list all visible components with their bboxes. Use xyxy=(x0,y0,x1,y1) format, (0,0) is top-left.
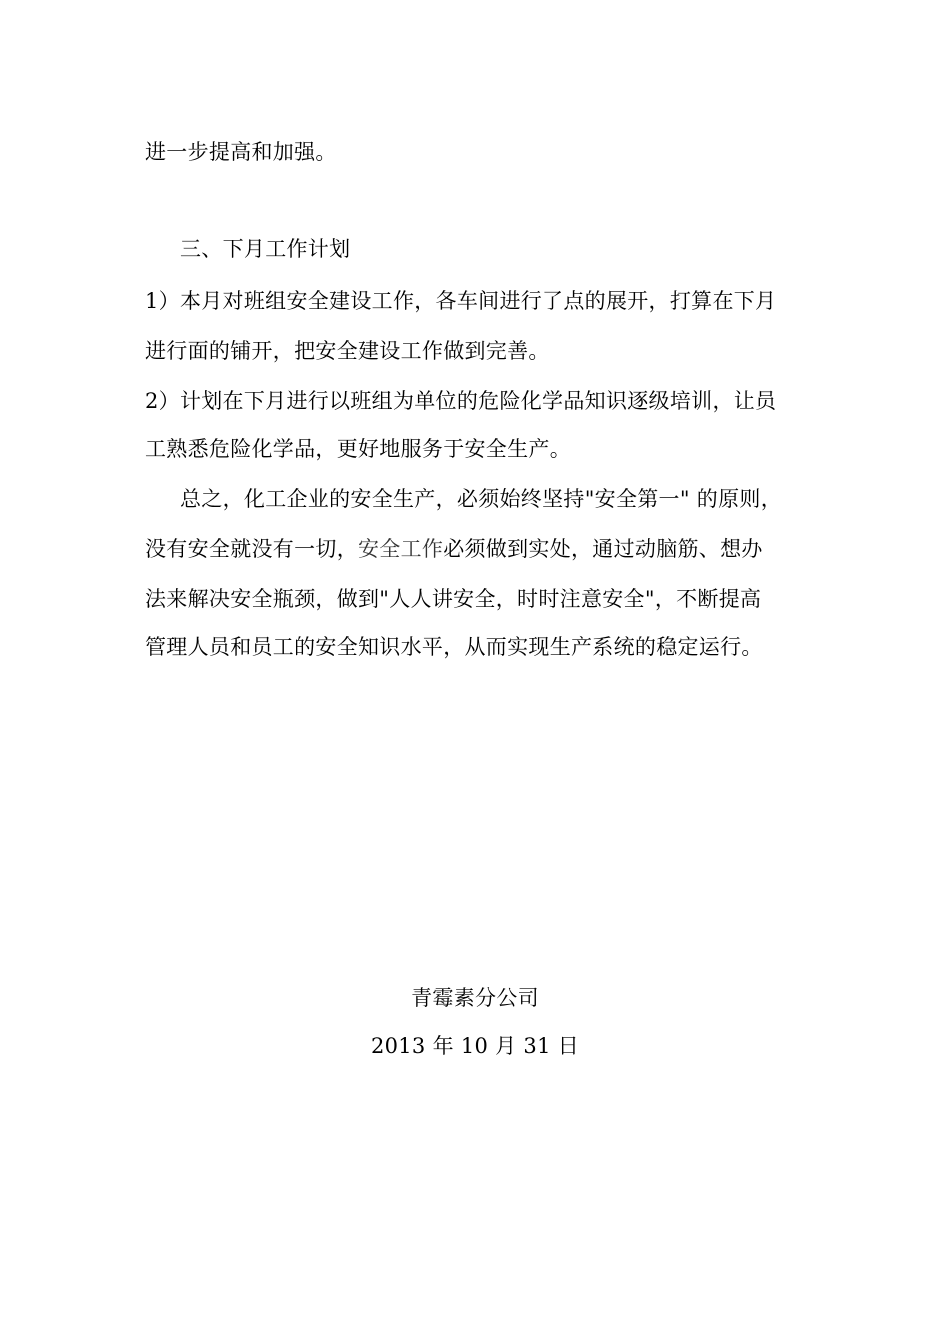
summary-line-4: 管理人员和员工的安全知识水平，从而实现生产系统的稳定运行。 xyxy=(145,635,763,659)
summary-line-1: 总之，化工企业的安全生产，必须始终坚持"安全第一" 的原则， xyxy=(180,487,782,511)
summary-line-2-part-c: 必须做到实处，通过动脑筋、想办 xyxy=(443,537,763,561)
plan-item-2-line-2: 工熟悉危险化学品，更好地服务于安全生产。 xyxy=(145,437,571,461)
summary-line-2 xyxy=(145,534,763,564)
continuation-text: 进一步提高和加强。 xyxy=(145,140,337,164)
signature-organization: 青霉素分公司 xyxy=(411,986,539,1010)
summary-line-2-part-a: 没有安全就没有一切， xyxy=(145,537,358,561)
section-heading: 三、下月工作计划 xyxy=(180,237,351,261)
plan-item-1-line-2: 进行面的铺开，把安全建设工作做到完善。 xyxy=(145,339,550,363)
plan-item-1-line-1: 1）本月对班组安全建设工作，各车间进行了点的展开，打算在下月 xyxy=(145,289,777,313)
summary-line-2-part-b: 安全工作 xyxy=(358,537,444,561)
summary-line-3: 法来解决安全瓶颈，做到"人人讲安全，时时注意安全"，不断提高 xyxy=(145,587,762,611)
signature-date: 2013 年 10 月 31 日 xyxy=(370,1034,580,1058)
plan-item-2-line-1: 2）计划在下月进行以班组为单位的危险化学品知识逐级培训，让员 xyxy=(145,389,777,413)
